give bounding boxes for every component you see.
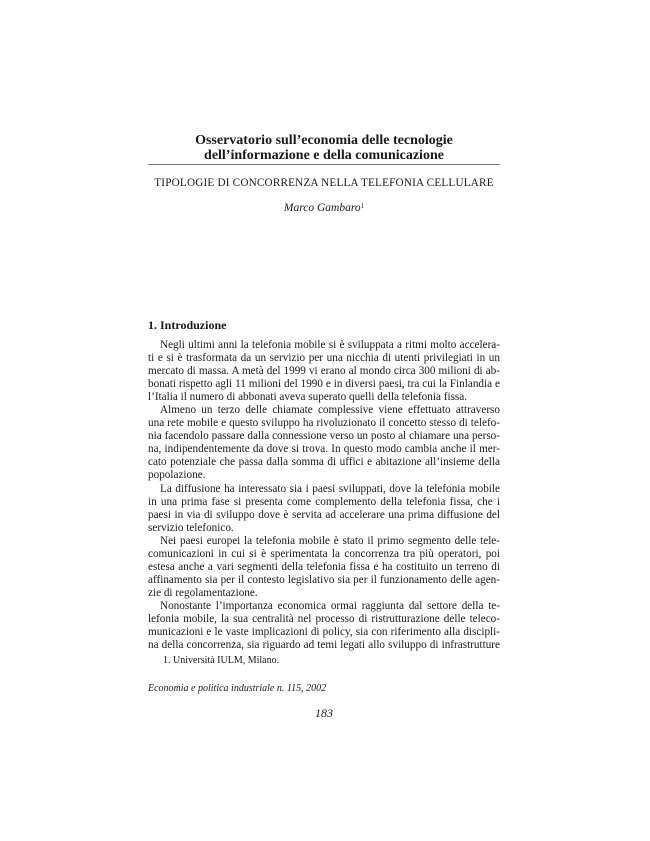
paragraph-line: servizio telefonico. bbox=[148, 521, 234, 534]
paragraph bbox=[148, 404, 500, 482]
series-title-line: Osservatorio sull’economia delle tecnologie bbox=[195, 133, 453, 148]
paragraph bbox=[148, 339, 500, 404]
series-title bbox=[148, 133, 500, 163]
paragraph-line: comunicazioni in cui si è sperimentata la concorrenza tra più operatori, poi bbox=[148, 547, 500, 560]
paragraph-line: na, indipendentemente da dove si trova. In questo modo cambia anche il mer- bbox=[148, 443, 500, 456]
paragraph-line: cato potenziale che passa dalla somma di uffici e abitazione all’insieme della bbox=[148, 456, 500, 469]
paragraph-line: l’Italia il numero di abbonati aveva superato quelli della telefonia fissa. bbox=[148, 391, 468, 404]
body-text bbox=[148, 339, 500, 652]
author-name: Marco Gambaro bbox=[283, 202, 361, 214]
author bbox=[148, 201, 500, 215]
paragraph-line: Negli ultimi anni la telefonia mobile si è sviluppata a ritmi molto accelera- bbox=[160, 339, 500, 351]
paragraph-line: ti e si è trasformata da un servizio per una nicchia di utenti privilegiati in un bbox=[148, 352, 500, 365]
paragraph-line: paesi in via di sviluppo dove è servita ad accelerare una prima diffusione del bbox=[148, 508, 500, 521]
paragraph-line: na della concorrenza, sia riguardo ad temi legati allo sviluppo di infrastrutture bbox=[148, 639, 500, 652]
paragraph-line: nia facendolo passare dalla connessione verso un posto al chiamare una perso- bbox=[148, 430, 500, 443]
paragraph-line: Almeno un terzo delle chiamate complessive viene effettuato attraverso bbox=[160, 404, 500, 417]
footnote-marker: 1 bbox=[360, 202, 365, 210]
paragraph-line: in una prima fase si presenta come complemento della telefonia fissa, che i bbox=[148, 495, 500, 508]
paragraph-line: popolazione. bbox=[148, 469, 206, 482]
paragraph-line: Nei paesi europei la telefonia mobile è stato il primo segmento delle tele- bbox=[160, 534, 500, 547]
paragraph bbox=[148, 483, 500, 535]
paragraph-line: lefonia mobile, la sua centralità nel processo di ristrutturazione delle teleco- bbox=[148, 612, 500, 625]
paragraph-line: zie di regolamentazione. bbox=[148, 586, 258, 599]
series-title-line: dell’informazione e della comunicazione bbox=[204, 148, 444, 163]
paragraph-line: municazioni e le vaste implicazioni di policy, sia con riferimento alla discipli- bbox=[148, 626, 500, 639]
paragraph-line: bonati rispetto agli 11 milioni del 1990 e in diversi paesi, tra cui la Finlandia e bbox=[148, 378, 500, 391]
journal-citation: Economia e politica industriale n. 115, 2002 bbox=[148, 683, 327, 694]
paragraph-line: affinamento sia per il contesto legislativo sia per il funzionamento delle agen- bbox=[148, 573, 500, 586]
paragraph-line: La diffusione ha interessato sia i paesi sviluppati, dove la telefonia mobile bbox=[160, 482, 500, 495]
paragraph-line: una rete mobile e questo sviluppo ha rivoluzionato il concetto stesso di telefo- bbox=[148, 417, 500, 430]
article-title: TIPOLOGIE DI CONCORRENZA NELLA TELEFONIA CELLULARE bbox=[154, 177, 494, 189]
footnote: 1. Università IULM, Milano. bbox=[163, 655, 280, 666]
section-heading: 1. Introduzione bbox=[148, 318, 227, 332]
paragraph-line: mercato di massa. A metà del 1999 vi erano al mondo circa 300 milioni di ab- bbox=[148, 365, 500, 378]
header-rule bbox=[148, 164, 500, 165]
paragraph-line: Nonostante l’importanza economica ormai raggiunta dal settore della te- bbox=[160, 599, 500, 612]
page-number: 183 bbox=[315, 706, 333, 720]
paragraph-line: estesa anche a vari segmenti della telefonia fissa e ha costituito un terreno di bbox=[148, 560, 500, 573]
paragraph bbox=[148, 535, 500, 600]
paragraph bbox=[148, 600, 500, 652]
